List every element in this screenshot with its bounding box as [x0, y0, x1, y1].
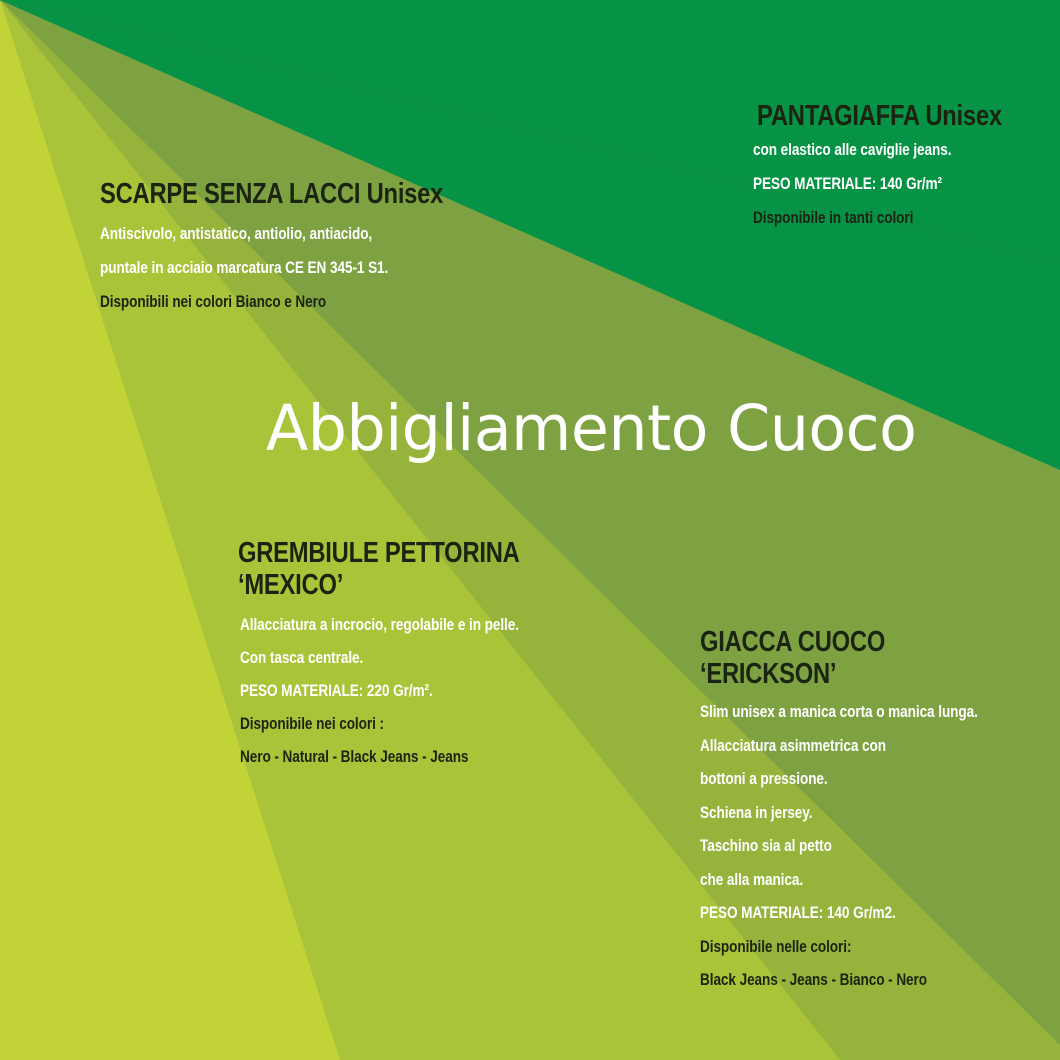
product-title: SCARPE SENZA LACCI Unisex — [100, 178, 444, 210]
product-title-line2: ‘ERICKSON’ — [700, 658, 837, 690]
description-line: bottoni a pressione. — [700, 769, 828, 788]
description-line: PESO MATERIALE: 220 Gr/m². — [240, 681, 433, 700]
description-line: Nero - Natural - Black Jeans - Jeans — [240, 747, 469, 766]
description-line: Antiscivolo, antistatico, antiolio, antiacido, — [100, 224, 373, 243]
description-line: che alla manica. — [700, 869, 804, 889]
product-description — [100, 224, 518, 326]
product-title: PANTAGIAFFA Unisex — [757, 100, 1002, 132]
description-line: Taschino sia al petto — [700, 836, 832, 855]
product-grembiule — [238, 537, 589, 780]
description-line: Black Jeans - Jeans - Bianco - Nero — [700, 970, 927, 989]
description-line: Con tasca centrale. — [240, 648, 364, 667]
description-line: Disponibile nei colori : — [240, 714, 384, 733]
description-line: Allacciatura a incrocio, regolabile e in pelle. — [240, 615, 519, 634]
description-line: PESO MATERIALE: 140 Gr/m² — [753, 174, 942, 193]
description-line: Disponibili nei colori Bianco e Nero — [100, 292, 327, 311]
product-pantagiaffa — [753, 100, 1056, 242]
product-title-line1: GIACCA CUOCO — [700, 626, 886, 658]
page-title: Abbigliamento Cuoco — [266, 392, 917, 465]
description-line: PESO MATERIALE: 140 Gr/m2. — [700, 903, 896, 922]
description-line: Disponibile in tanti colori — [753, 208, 914, 227]
product-title-line2: ‘MEXICO’ — [238, 569, 344, 601]
description-line: puntale in acciaio marcatura CE EN 345-1 S1. — [100, 258, 389, 277]
product-description — [700, 702, 1047, 1004]
product-description — [753, 140, 1056, 242]
description-line: con elastico alle caviglie jeans. — [753, 140, 952, 159]
description-line: Allacciatura asimmetrica con — [700, 735, 886, 755]
description-line: Disponibile nelle colori: — [700, 936, 852, 956]
product-description — [240, 615, 589, 780]
description-line: Slim unisex a manica corta o manica lunga. — [700, 702, 978, 721]
product-title-line1: GREMBIULE PETTORINA — [238, 537, 520, 569]
product-giacca — [700, 626, 1047, 1004]
product-scarpe — [100, 178, 518, 326]
description-line: Schiena in jersey. — [700, 802, 813, 822]
